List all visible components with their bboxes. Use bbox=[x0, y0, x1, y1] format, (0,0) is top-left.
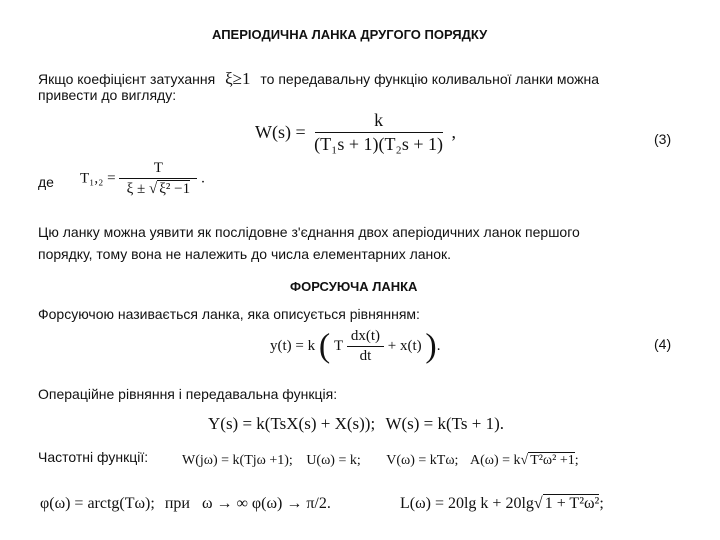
t12-den-root: ξ² −1 bbox=[159, 181, 191, 197]
pri-word: при bbox=[164, 495, 190, 512]
phi-expression: φ(ω) = arctg(Tω); bbox=[40, 495, 155, 512]
damping-condition: ξ≥1 bbox=[225, 69, 251, 88]
t12-lhs: T₁,₂ = bbox=[80, 170, 116, 187]
eq-Y: Y(s) = k(TsX(s) + X(s)); bbox=[208, 414, 376, 433]
operational-label: Операційне рівняння і передавальна функція: bbox=[38, 386, 338, 402]
t12-dot: . bbox=[201, 170, 205, 187]
eq4-plus: + x(t) bbox=[387, 338, 422, 354]
section-title-aperiodic: АПЕРІОДИЧНА ЛАНКА ДРУГОГО ПОРЯДКУ bbox=[212, 27, 488, 42]
eq3-lhs: W(s) = bbox=[255, 122, 306, 142]
freq-V: V(ω) = kTω; bbox=[386, 453, 459, 468]
sqrt-sign-L: √ bbox=[533, 495, 543, 512]
equation-number-4: (4) bbox=[654, 336, 672, 352]
t12-equation bbox=[80, 160, 205, 198]
paragraph-line-2: порядку, тому вона не належить до числа елементарних ланок. bbox=[38, 246, 452, 262]
eq4-fraction bbox=[347, 328, 384, 365]
eq-W: W(s) = k(Ts + 1). bbox=[385, 414, 504, 433]
eq4-right-paren: ) bbox=[425, 327, 437, 365]
eq4-dot: . bbox=[436, 338, 441, 354]
equation-3 bbox=[255, 110, 456, 155]
sqrt-sign-A: √ bbox=[520, 453, 529, 468]
t12-den-a: ξ ± bbox=[126, 181, 149, 197]
eq3-fraction bbox=[310, 110, 447, 155]
L-lhs: L(ω) = 20lg k + 20lg bbox=[400, 495, 534, 512]
freq-A bbox=[470, 453, 579, 468]
intro-line-2: привести до вигляду: bbox=[38, 87, 177, 103]
L-end: ; bbox=[599, 495, 604, 512]
freq-A-end: ; bbox=[574, 453, 579, 468]
intro-text-a: Якщо коефіцієнт затухання bbox=[38, 71, 216, 87]
frequency-functions bbox=[182, 452, 579, 469]
intro-line-1 bbox=[38, 69, 599, 89]
log-amplitude-equation bbox=[400, 494, 604, 513]
eq3-numerator: k bbox=[315, 110, 443, 133]
section-title-forcing: ФОРСУЮЧА ЛАНКА bbox=[290, 279, 418, 294]
paragraph-line-1: Цю ланку можна уявити як послідовне з'єднання двох аперіодичних ланок першого bbox=[38, 224, 580, 240]
phi-limit: ω → ∞ φ(ω) → π/2. bbox=[201, 495, 331, 512]
equation-4 bbox=[270, 328, 441, 365]
freq-W: W(jω) = k(Tjω +1); bbox=[182, 453, 293, 468]
sqrt-sign: √ bbox=[148, 181, 158, 197]
eq3-comma: , bbox=[451, 122, 456, 142]
eq4-denominator: dt bbox=[359, 348, 372, 364]
eq4-left-paren: ( bbox=[318, 327, 331, 365]
freq-A-lhs: A(ω) = k bbox=[469, 453, 521, 468]
t12-numerator: T bbox=[119, 160, 197, 179]
where-label: де bbox=[38, 174, 54, 190]
t12-denominator bbox=[123, 179, 195, 198]
t12-fraction bbox=[119, 160, 197, 198]
freq-A-root: T²ω² +1 bbox=[530, 453, 575, 468]
eq4-lhs: y(t) = k bbox=[270, 338, 316, 354]
equation-number-3: (3) bbox=[654, 131, 672, 147]
intro-text-b: то передавальну функцію коливальної ланки можна bbox=[260, 71, 600, 87]
eq3-denominator: (T₁s + 1)(T₂s + 1) bbox=[314, 134, 443, 154]
forcing-definition: Форсуючою називається ланка, яка описується рівнянням: bbox=[38, 306, 420, 322]
freq-U: U(ω) = k; bbox=[306, 453, 361, 468]
eq4-numerator: dx(t) bbox=[347, 328, 384, 347]
L-root: 1 + T²ω² bbox=[544, 495, 600, 512]
operational-equations bbox=[208, 414, 504, 434]
frequency-label: Частотні функції: bbox=[38, 449, 149, 465]
phase-equation bbox=[40, 495, 331, 513]
eq4-T: T bbox=[333, 338, 344, 354]
